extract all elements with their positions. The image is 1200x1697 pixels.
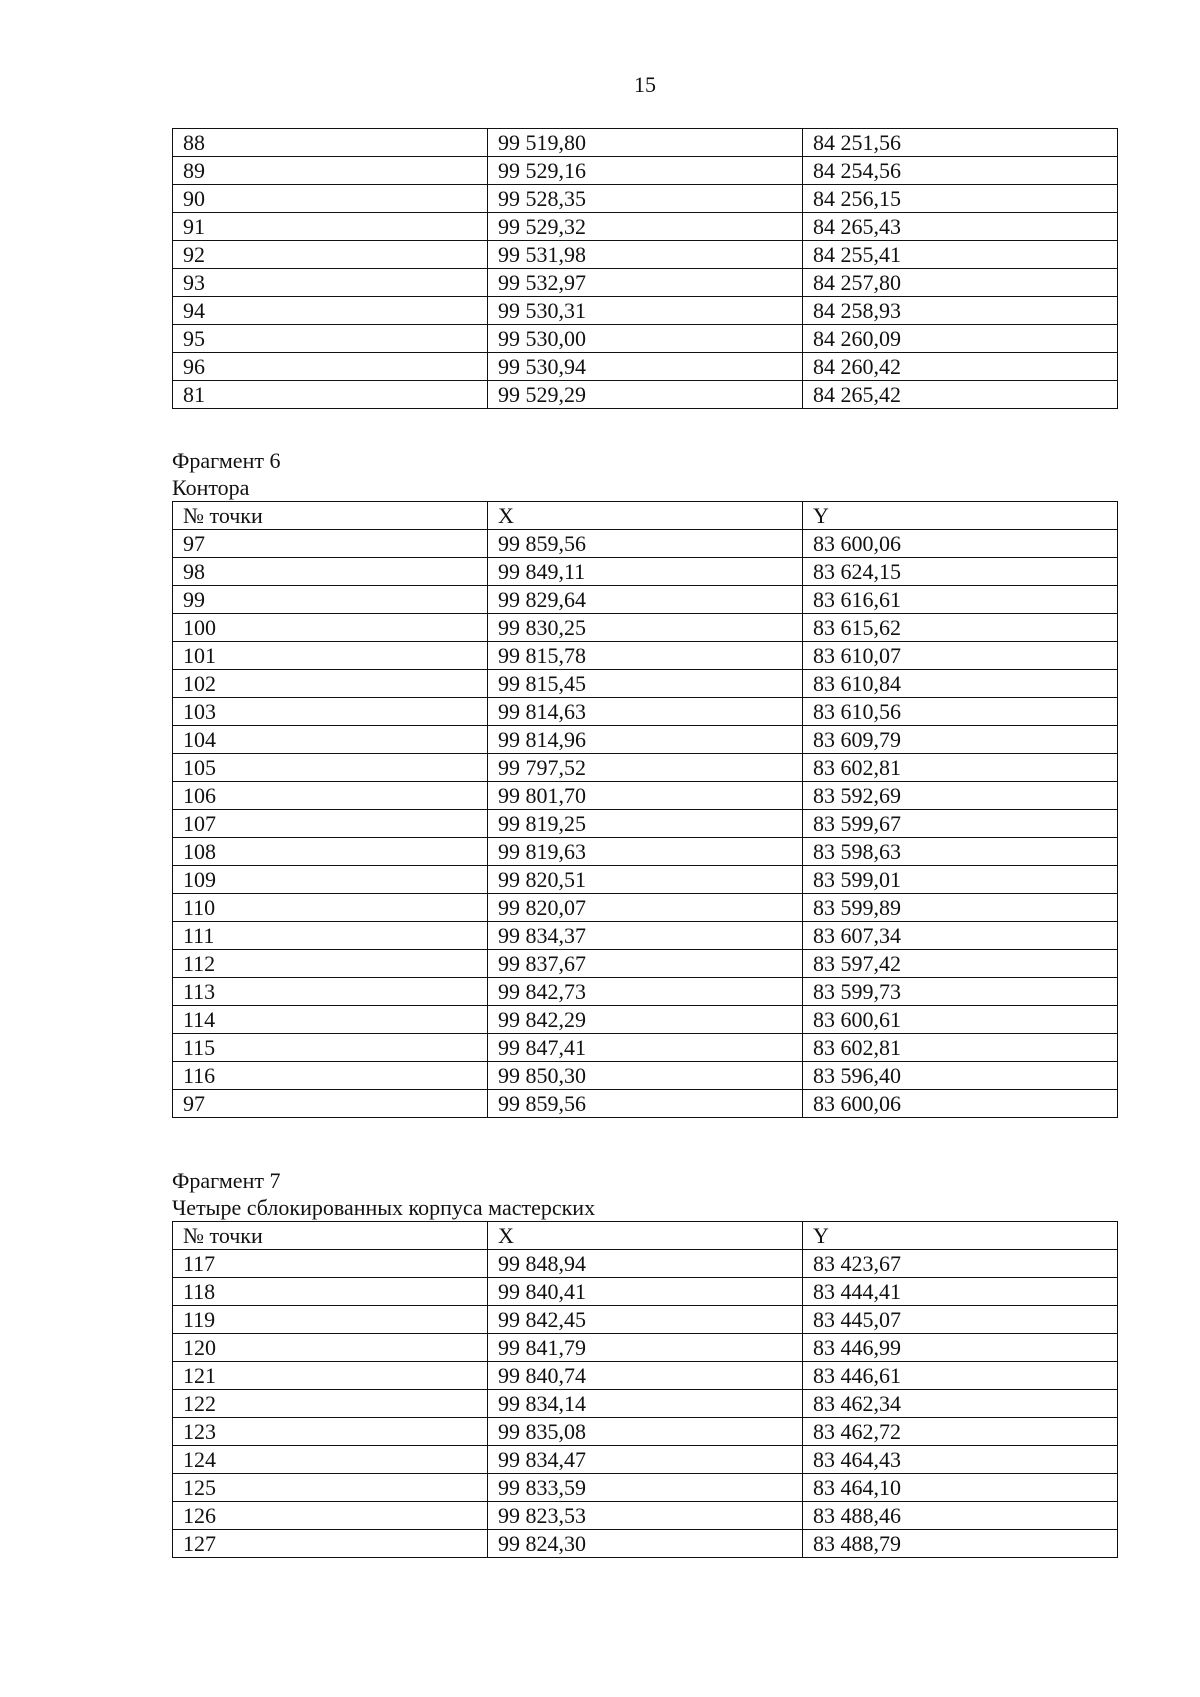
cell-x: 99 819,63: [488, 838, 803, 866]
cell-point-number: 81: [173, 381, 488, 409]
table-row: [173, 782, 1118, 810]
cell-x: 99 797,52: [488, 754, 803, 782]
cell-point-number: 117: [173, 1250, 488, 1278]
fragment-6-block: [172, 447, 1117, 1118]
coordinates-table-fragment-6: [172, 501, 1118, 1118]
cell-point-number: 121: [173, 1362, 488, 1390]
cell-y: 83 610,84: [803, 670, 1118, 698]
cell-y: 83 615,62: [803, 614, 1118, 642]
table-row: [173, 1474, 1118, 1502]
table-row: [173, 1034, 1118, 1062]
table-row: [173, 1062, 1118, 1090]
cell-y: 84 258,93: [803, 297, 1118, 325]
coordinates-table-fragment-7: [172, 1221, 1118, 1558]
cell-point-number: 91: [173, 213, 488, 241]
cell-y: 84 254,56: [803, 157, 1118, 185]
cell-point-number: 106: [173, 782, 488, 810]
cell-y: 83 599,89: [803, 894, 1118, 922]
cell-point-number: 101: [173, 642, 488, 670]
table-row: [173, 1250, 1118, 1278]
table-row: [173, 950, 1118, 978]
table-header-row: [173, 1222, 1118, 1250]
cell-point-number: 97: [173, 530, 488, 558]
cell-x: 99 834,37: [488, 922, 803, 950]
header-x: X: [488, 1222, 803, 1250]
cell-x: 99 801,70: [488, 782, 803, 810]
cell-x: 99 840,41: [488, 1278, 803, 1306]
cell-x: 99 820,51: [488, 866, 803, 894]
table-row: [173, 1446, 1118, 1474]
cell-point-number: 116: [173, 1062, 488, 1090]
cell-y: 83 592,69: [803, 782, 1118, 810]
cell-y: 83 610,07: [803, 642, 1118, 670]
table-row: [173, 698, 1118, 726]
cell-x: 99 820,07: [488, 894, 803, 922]
cell-y: 83 624,15: [803, 558, 1118, 586]
cell-point-number: 88: [173, 129, 488, 157]
cell-x: 99 830,25: [488, 614, 803, 642]
header-point-number: № точки: [173, 502, 488, 530]
cell-point-number: 99: [173, 586, 488, 614]
cell-x: 99 529,32: [488, 213, 803, 241]
cell-point-number: 124: [173, 1446, 488, 1474]
header-x: X: [488, 502, 803, 530]
cell-point-number: 108: [173, 838, 488, 866]
cell-y: 84 265,42: [803, 381, 1118, 409]
cell-y: 83 599,73: [803, 978, 1118, 1006]
cell-x: 99 815,45: [488, 670, 803, 698]
continued-table-block: [172, 128, 1117, 409]
table-row: [173, 1502, 1118, 1530]
cell-x: 99 532,97: [488, 269, 803, 297]
cell-x: 99 841,79: [488, 1334, 803, 1362]
cell-point-number: 92: [173, 241, 488, 269]
table-row: [173, 129, 1118, 157]
table-row: [173, 838, 1118, 866]
cell-point-number: 105: [173, 754, 488, 782]
cell-y: 83 607,34: [803, 922, 1118, 950]
cell-x: 99 848,94: [488, 1250, 803, 1278]
cell-x: 99 824,30: [488, 1530, 803, 1558]
cell-point-number: 126: [173, 1502, 488, 1530]
table-body: [173, 129, 1118, 409]
cell-point-number: 90: [173, 185, 488, 213]
table-row: [173, 1530, 1118, 1558]
cell-x: 99 814,63: [488, 698, 803, 726]
table-row: [173, 297, 1118, 325]
cell-x: 99 829,64: [488, 586, 803, 614]
cell-point-number: 113: [173, 978, 488, 1006]
fragment-6-subtitle: Контора: [172, 475, 250, 500]
cell-x: 99 835,08: [488, 1418, 803, 1446]
table-row: [173, 241, 1118, 269]
cell-x: 99 834,47: [488, 1446, 803, 1474]
cell-point-number: 89: [173, 157, 488, 185]
cell-point-number: 102: [173, 670, 488, 698]
cell-point-number: 122: [173, 1390, 488, 1418]
cell-y: 83 464,43: [803, 1446, 1118, 1474]
fragment-6-title: Фрагмент 6: [172, 448, 281, 473]
cell-y: 83 446,99: [803, 1334, 1118, 1362]
cell-y: 83 600,61: [803, 1006, 1118, 1034]
table-row: [173, 1390, 1118, 1418]
table-row: [173, 157, 1118, 185]
table-row: [173, 978, 1118, 1006]
cell-point-number: 112: [173, 950, 488, 978]
table-row: [173, 213, 1118, 241]
cell-point-number: 114: [173, 1006, 488, 1034]
cell-x: 99 823,53: [488, 1502, 803, 1530]
page-number: 15: [634, 72, 656, 97]
cell-y: 84 260,42: [803, 353, 1118, 381]
cell-y: 83 598,63: [803, 838, 1118, 866]
cell-x: 99 815,78: [488, 642, 803, 670]
cell-y: 83 600,06: [803, 1090, 1118, 1118]
cell-point-number: 111: [173, 922, 488, 950]
cell-y: 84 251,56: [803, 129, 1118, 157]
fragment-7-title: Фрагмент 7: [172, 1168, 281, 1193]
table-row: [173, 670, 1118, 698]
cell-x: 99 859,56: [488, 530, 803, 558]
cell-y: 83 462,72: [803, 1418, 1118, 1446]
cell-point-number: 97: [173, 1090, 488, 1118]
table-body: [173, 530, 1118, 1118]
cell-point-number: 107: [173, 810, 488, 838]
cell-y: 83 599,67: [803, 810, 1118, 838]
cell-y: 83 602,81: [803, 1034, 1118, 1062]
cell-point-number: 120: [173, 1334, 488, 1362]
table-row: [173, 269, 1118, 297]
table-row: [173, 810, 1118, 838]
cell-y: 83 445,07: [803, 1306, 1118, 1334]
cell-x: 99 837,67: [488, 950, 803, 978]
cell-y: 83 446,61: [803, 1362, 1118, 1390]
cell-y: 83 599,01: [803, 866, 1118, 894]
cell-x: 99 519,80: [488, 129, 803, 157]
cell-x: 99 530,94: [488, 353, 803, 381]
coordinates-table-continued: [172, 128, 1118, 409]
cell-y: 83 600,06: [803, 530, 1118, 558]
cell-x: 99 529,16: [488, 157, 803, 185]
cell-x: 99 842,29: [488, 1006, 803, 1034]
table-row: [173, 726, 1118, 754]
table-row: [173, 1362, 1118, 1390]
header-y: Y: [803, 502, 1118, 530]
cell-y: 84 260,09: [803, 325, 1118, 353]
cell-y: 83 616,61: [803, 586, 1118, 614]
cell-x: 99 859,56: [488, 1090, 803, 1118]
cell-y: 83 602,81: [803, 754, 1118, 782]
cell-x: 99 834,14: [488, 1390, 803, 1418]
table-row: [173, 1278, 1118, 1306]
cell-x: 99 530,31: [488, 297, 803, 325]
cell-x: 99 529,29: [488, 381, 803, 409]
cell-y: 84 257,80: [803, 269, 1118, 297]
cell-y: 83 423,67: [803, 1250, 1118, 1278]
cell-point-number: 110: [173, 894, 488, 922]
table-row: [173, 381, 1118, 409]
table-row: [173, 754, 1118, 782]
table-row: [173, 642, 1118, 670]
cell-y: 83 610,56: [803, 698, 1118, 726]
cell-point-number: 95: [173, 325, 488, 353]
table-row: [173, 1090, 1118, 1118]
cell-x: 99 850,30: [488, 1062, 803, 1090]
table-row: [173, 1306, 1118, 1334]
cell-point-number: 100: [173, 614, 488, 642]
cell-x: 99 847,41: [488, 1034, 803, 1062]
header-point-number: № точки: [173, 1222, 488, 1250]
table-row: [173, 894, 1118, 922]
cell-x: 99 819,25: [488, 810, 803, 838]
cell-y: 83 462,34: [803, 1390, 1118, 1418]
table-row: [173, 530, 1118, 558]
cell-y: 83 597,42: [803, 950, 1118, 978]
table-row: [173, 1006, 1118, 1034]
cell-x: 99 531,98: [488, 241, 803, 269]
cell-y: 84 265,43: [803, 213, 1118, 241]
table-body: [173, 1250, 1118, 1558]
header-y: Y: [803, 1222, 1118, 1250]
cell-point-number: 125: [173, 1474, 488, 1502]
cell-point-number: 109: [173, 866, 488, 894]
cell-point-number: 123: [173, 1418, 488, 1446]
cell-x: 99 814,96: [488, 726, 803, 754]
cell-point-number: 94: [173, 297, 488, 325]
table-row: [173, 866, 1118, 894]
table-row: [173, 614, 1118, 642]
cell-y: 83 609,79: [803, 726, 1118, 754]
cell-y: 83 464,10: [803, 1474, 1118, 1502]
cell-point-number: 115: [173, 1034, 488, 1062]
cell-y: 83 596,40: [803, 1062, 1118, 1090]
cell-point-number: 98: [173, 558, 488, 586]
fragment-7-subtitle: Четыре сблокированных корпуса мастерских: [172, 1195, 596, 1220]
fragment-7-block: [172, 1167, 1117, 1558]
table-header-row: [173, 502, 1118, 530]
cell-point-number: 104: [173, 726, 488, 754]
cell-x: 99 842,73: [488, 978, 803, 1006]
cell-point-number: 103: [173, 698, 488, 726]
cell-point-number: 127: [173, 1530, 488, 1558]
cell-x: 99 833,59: [488, 1474, 803, 1502]
cell-y: 83 488,79: [803, 1530, 1118, 1558]
cell-x: 99 530,00: [488, 325, 803, 353]
cell-point-number: 96: [173, 353, 488, 381]
table-row: [173, 558, 1118, 586]
cell-point-number: 93: [173, 269, 488, 297]
cell-x: 99 842,45: [488, 1306, 803, 1334]
table-row: [173, 586, 1118, 614]
table-row: [173, 325, 1118, 353]
cell-x: 99 849,11: [488, 558, 803, 586]
cell-x: 99 528,35: [488, 185, 803, 213]
table-row: [173, 353, 1118, 381]
cell-point-number: 119: [173, 1306, 488, 1334]
table-row: [173, 1418, 1118, 1446]
cell-y: 83 444,41: [803, 1278, 1118, 1306]
cell-y: 84 256,15: [803, 185, 1118, 213]
cell-y: 83 488,46: [803, 1502, 1118, 1530]
table-row: [173, 1334, 1118, 1362]
table-row: [173, 185, 1118, 213]
cell-x: 99 840,74: [488, 1362, 803, 1390]
cell-point-number: 118: [173, 1278, 488, 1306]
cell-y: 84 255,41: [803, 241, 1118, 269]
table-row: [173, 922, 1118, 950]
